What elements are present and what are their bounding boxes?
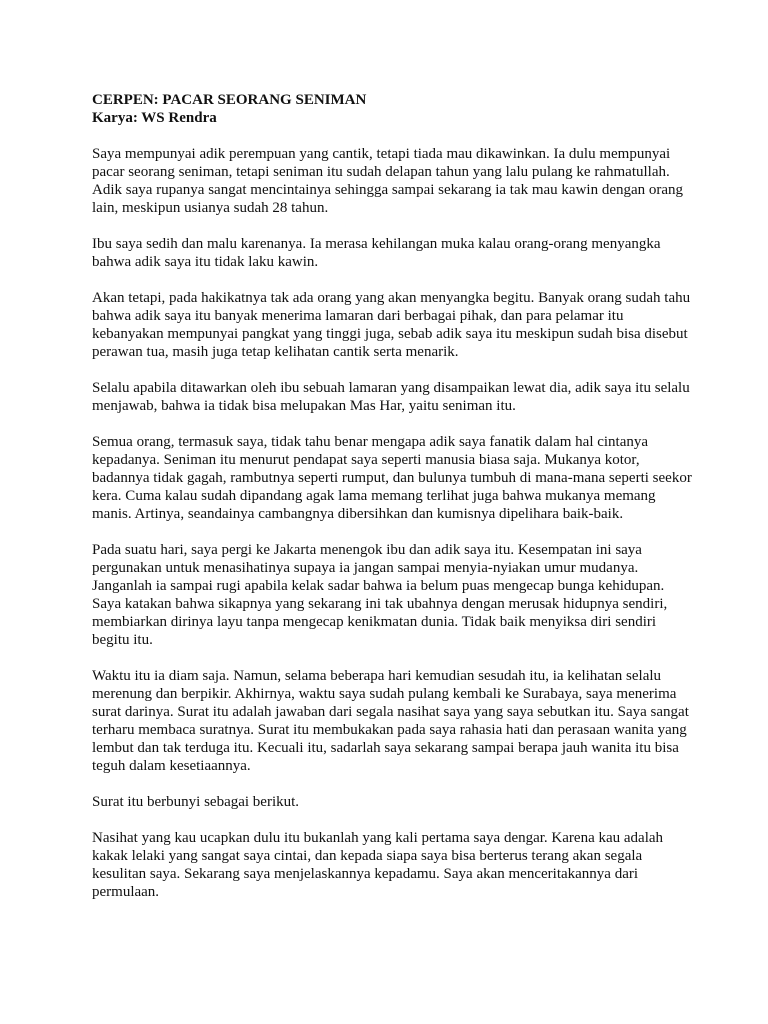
paragraph-4: Selalu apabila ditawarkan oleh ibu sebuah lamaran yang disampaikan lewat dia, adik saya itu selalu menjawab, bahwa ia tidak bisa melupakan Mas Har, yaitu seniman itu. — [92, 380, 690, 414]
paragraph-5: Semua orang, termasuk saya, tidak tahu benar mengapa adik saya fanatik dalam hal cintanya kepadanya. Seniman itu menurut pendapat saya seperti manusia biasa saja. Mukanya kotor, badannya tidak gagah, rambutnya seperti rumput, dan bulunya tumbuh di mana-mana seperti seekor kera. Cuma kalau sudah dipandang agak lama memang terlihat juga bahwa mukanya memang manis. Artinya, seandainya cambangnya dibersihkan dan kumisnya dipelihara baik-baik. — [92, 434, 692, 522]
paragraph-9: Nasihat yang kau ucapkan dulu itu bukanlah yang kali pertama saya dengar. Karena kau adalah kakak lelaki yang sangat saya cintai, dan kepada siapa saya bisa berterus terang akan segala kesulitan saya. Sekarang saya menjelaskannya kepadamu. Saya akan menceritakannya dari permulaan. — [92, 830, 664, 900]
paragraph-3: Akan tetapi, pada hakikatnya tak ada orang yang akan menyangka begitu. Banyak orang sudah tahu bahwa adik saya itu banyak menerima lamaran dari berbagai pihak, dan para pelamar itu kebanyakan mempunyai pangkat yang tinggi juga, sebab adik saya itu meskipun sudah bisa disebut perawan tua, masih juga tetap kelihatan cantik serta menarik. — [92, 290, 691, 360]
paragraph-6: Pada suatu hari, saya pergi ke Jakarta menengok ibu dan adik saya itu. Kesempatan ini saya pergunakan untuk menasihatinya supaya ia jangan sampai menyia-nyiakan umur mudanya. Janganlah ia sampai rugi apabila kelak sadar bahwa ia belum puas mengecap bunga kehidupan. Saya katakan bahwa sikapnya yang sekarang ini tak ubahnya dengan merusak hidupnya sendiri, membiarkan dirinya layu tanpa mengecap kenikmatan dunia. Tidak baik menyiksa diri sendiri begitu itu. — [92, 542, 668, 648]
paragraph-8: Surat itu berbunyi sebagai berikut. — [92, 794, 300, 810]
document-author: Karya: WS Rendra — [92, 110, 217, 126]
paragraph-2: Ibu saya sedih dan malu karenanya. Ia merasa kehilangan muka kalau orang-orang menyangka bahwa adik saya itu tidak laku kawin. — [92, 236, 661, 270]
paragraph-1: Saya mempunyai adik perempuan yang cantik, tetapi tiada mau dikawinkan. Ia dulu mempunyai pacar seorang seniman, tetapi seniman itu sudah delapan tahun yang lalu pulang ke rahmatullah. Adik saya rupanya sangat mencintainya sehingga sampai sekarang ia tak mau kawin dengan orang lain, meskipun usianya sudah 28 tahun. — [92, 146, 684, 216]
document-title: CERPEN: PACAR SEORANG SENIMAN — [92, 92, 367, 108]
paragraph-7: Waktu itu ia diam saja. Namun, selama beberapa hari kemudian sesudah itu, ia kelihatan selalu merenung dan berpikir. Akhirnya, waktu saya sudah pulang kembali ke Surabaya, saya menerima surat darinya. Surat itu adalah jawaban dari segala nasihat saya yang saya sebutkan itu. Saya sangat terharu membaca suratnya. Surat itu membukakan pada saya rahasia hati dan perasaan wanita yang lembut dan tak terduga itu. Kecuali itu, sadarlah saya sekarang sampai berapa jauh wanita itu bisa teguh dalam kesetiaannya. — [92, 668, 689, 774]
document-page — [92, 91, 692, 901]
